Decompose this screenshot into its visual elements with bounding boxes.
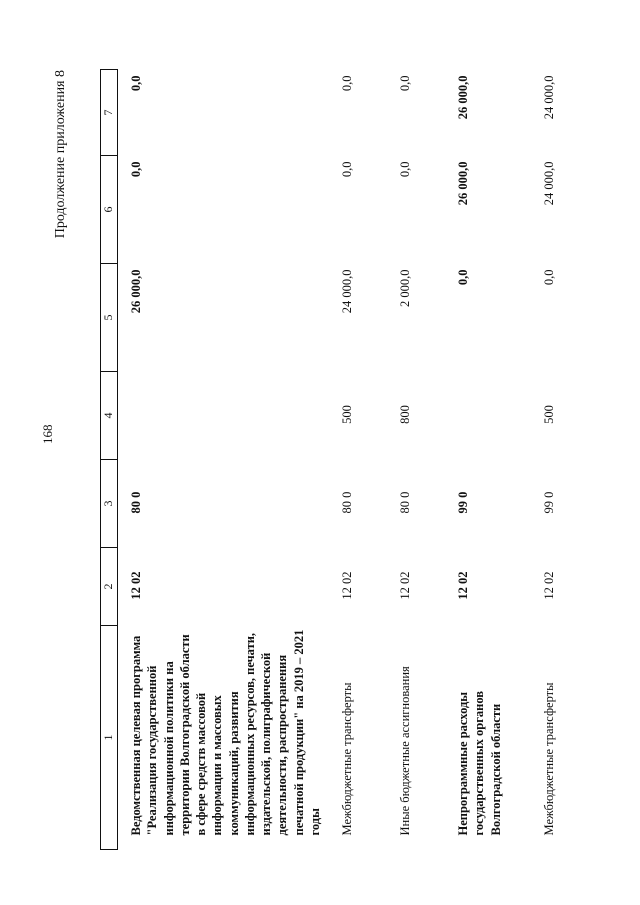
amount-col7: 0,0 <box>129 75 143 92</box>
expense-type-code: 500 <box>542 405 556 424</box>
expense-type-code <box>439 372 525 460</box>
column-number: 7 <box>101 70 118 156</box>
column-number: 4 <box>101 372 118 460</box>
amount-col5: 0,0 <box>542 269 556 286</box>
amount-col6: 26 000,0 <box>456 161 470 206</box>
table-row <box>323 70 381 850</box>
program-code: 99 0 <box>542 491 556 514</box>
expense-type-code <box>118 372 324 460</box>
program-code: 80 0 <box>340 491 354 514</box>
row-title: Межбюджетные трансферты <box>340 682 354 836</box>
row-title: Непрограммные расходы государственных органов Волгоградской области <box>456 690 503 836</box>
expense-type-code: 500 <box>340 405 354 424</box>
table-row <box>439 70 525 850</box>
section-code: 12 02 <box>340 571 354 600</box>
page-number: 168 <box>40 424 55 444</box>
amount-col5: 2 000,0 <box>398 269 412 307</box>
rotated-page-content <box>0 50 556 850</box>
amount-col5: 0,0 <box>456 269 470 286</box>
column-number: 2 <box>101 548 118 626</box>
column-number: 1 <box>101 626 118 850</box>
program-code: 99 0 <box>456 491 470 514</box>
row-title: Межбюджетные трансферты <box>542 682 556 836</box>
budget-table <box>100 69 571 850</box>
amount-col6: 24 000,0 <box>542 161 556 206</box>
expense-type-code: 800 <box>398 405 412 424</box>
program-code: 80 0 <box>398 491 412 514</box>
section-code: 12 02 <box>129 571 143 600</box>
table-row <box>381 70 439 850</box>
amount-col6: 0,0 <box>340 161 354 178</box>
amount-col6: 0,0 <box>129 161 143 178</box>
amount-col7: 24 000,0 <box>542 75 556 120</box>
row-title: Иные бюджетные ассигнования <box>398 666 412 836</box>
continued-label: Продолжение приложения 8 <box>53 70 68 239</box>
table-row <box>525 70 571 850</box>
table-row <box>118 70 324 850</box>
amount-col5: 24 000,0 <box>340 269 354 314</box>
section-code: 12 02 <box>398 571 412 600</box>
amount-col7: 26 000,0 <box>456 75 470 120</box>
column-number: 3 <box>101 460 118 548</box>
section-code: 12 02 <box>456 571 470 600</box>
section-code: 12 02 <box>542 571 556 600</box>
column-number: 6 <box>101 156 118 264</box>
amount-col6: 0,0 <box>398 161 412 178</box>
table-header-row <box>101 70 118 850</box>
amount-col7: 0,0 <box>340 75 354 92</box>
amount-col7: 0,0 <box>398 75 412 92</box>
row-title: Ведомственная целевая программа "Реализация государственной информационной политики на территории Волгоградской области в сфере средств массовой информации и массовых коммуникаций, развития информационных ресурсов, печати, издательской, полиграфической деятельности, распространения печатной продукции" на 2019 – 2021 годы <box>129 629 322 836</box>
column-number: 5 <box>101 264 118 372</box>
amount-col5: 26 000,0 <box>129 269 143 314</box>
program-code: 80 0 <box>129 491 143 514</box>
